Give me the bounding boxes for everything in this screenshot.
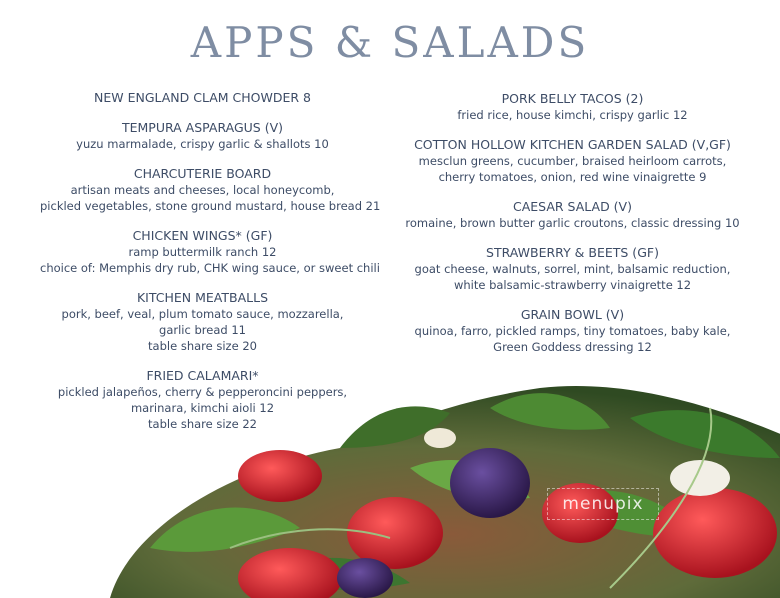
menu-item-description bbox=[40, 182, 381, 214]
description-line: white balsamic-strawberry vinaigrette 12 bbox=[453, 278, 692, 292]
description-line: table share size 22 bbox=[148, 417, 257, 431]
description-line: yuzu marmalade, crispy garlic & shallots 10 bbox=[76, 137, 329, 151]
description-line: cherry tomatoes, onion, red wine vinaigrette 9 bbox=[438, 170, 707, 184]
description-line: pork, beef, veal, plum tomato sauce, mozzarella, bbox=[61, 307, 344, 321]
menu-item-description bbox=[405, 153, 740, 185]
description-line: pickled vegetables, stone ground mustard, house bread 21 bbox=[40, 199, 381, 213]
menu-title: APPS & SALADS bbox=[190, 18, 590, 67]
right-menu-column bbox=[405, 91, 740, 369]
menu-item-description bbox=[405, 107, 740, 123]
description-line: fried rice, house kimchi, crispy garlic 12 bbox=[457, 108, 688, 122]
menu-item-description bbox=[40, 306, 365, 354]
menu-item-name: CHARCUTERIE BOARD bbox=[133, 166, 272, 181]
menu-item-name: CHICKEN WINGS* (GF) bbox=[132, 228, 273, 243]
menu-item bbox=[40, 166, 381, 214]
menu-item-name: FRIED CALAMARI* bbox=[146, 368, 259, 383]
description-line: mesclun greens, cucumber, braised heirloom carrots, bbox=[418, 154, 727, 168]
menu-item bbox=[405, 307, 740, 355]
menu-item-name: STRAWBERRY & BEETS (GF) bbox=[486, 245, 659, 260]
menu-item-name: GRAIN BOWL (V) bbox=[520, 307, 625, 322]
menu-item bbox=[405, 137, 740, 185]
description-line: table share size 20 bbox=[148, 339, 257, 353]
description-line: ramp buttermilk ranch 12 bbox=[128, 245, 277, 259]
menu-item-name: COTTON HOLLOW KITCHEN GARDEN SALAD (V,GF) bbox=[414, 137, 731, 152]
menu-item-name: TEMPURA ASPARAGUS (V) bbox=[121, 120, 284, 135]
menu-item bbox=[40, 90, 365, 106]
description-line: pickled jalapeños, cherry & pepperoncini peppers, bbox=[57, 385, 348, 399]
menu-item bbox=[40, 290, 365, 354]
menu-item bbox=[405, 199, 740, 231]
watermark: menupix bbox=[547, 488, 659, 520]
menu-item-description bbox=[405, 261, 740, 293]
menu-item-description bbox=[40, 136, 365, 152]
menu-item-name: NEW ENGLAND CLAM CHOWDER 8 bbox=[93, 90, 312, 105]
menu-item-name: PORK BELLY TACOS (2) bbox=[501, 91, 644, 106]
description-line: Green Goddess dressing 12 bbox=[493, 340, 652, 354]
menu-item-name: CAESAR SALAD (V) bbox=[513, 199, 632, 214]
salad-photo bbox=[110, 378, 780, 598]
menu-item-description bbox=[405, 215, 740, 231]
menu-item-description bbox=[405, 323, 740, 355]
menu-item bbox=[405, 91, 740, 123]
description-line: choice of: Memphis dry rub, CHK wing sauce, or sweet chili bbox=[40, 261, 380, 275]
menu-item bbox=[405, 245, 740, 293]
description-line: goat cheese, walnuts, sorrel, mint, balsamic reduction, bbox=[414, 262, 731, 276]
menu-item bbox=[40, 228, 380, 276]
description-line: garlic bread 11 bbox=[159, 323, 246, 337]
menu-item-name: KITCHEN MEATBALLS bbox=[136, 290, 269, 305]
description-line: marinara, kimchi aioli 12 bbox=[130, 401, 275, 415]
description-line: artisan meats and cheeses, local honeycomb, bbox=[70, 183, 335, 197]
description-line: quinoa, farro, pickled ramps, tiny tomatoes, baby kale, bbox=[414, 324, 731, 338]
menu-item-description bbox=[40, 244, 380, 276]
menu-item bbox=[40, 120, 365, 152]
description-line: romaine, brown butter garlic croutons, classic dressing 10 bbox=[405, 216, 740, 230]
